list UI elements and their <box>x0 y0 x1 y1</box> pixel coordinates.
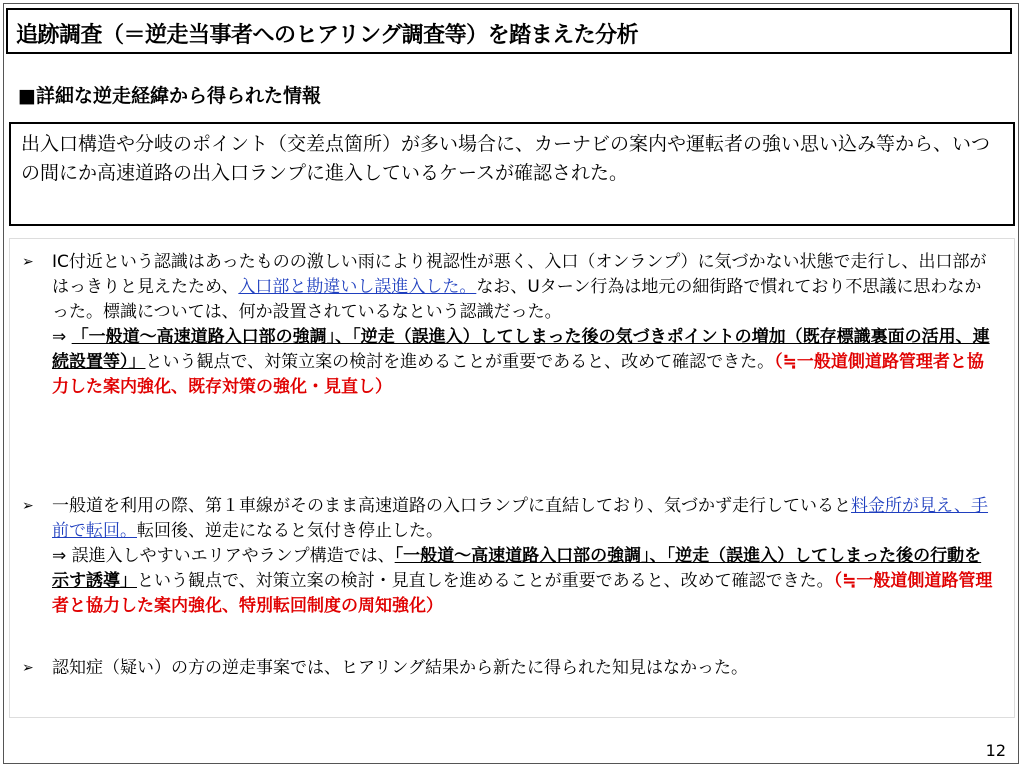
countermeasure-emphasis: 「一般道～高速道路入口部の強調」、「逆走（誤進入）してしまった後の気づきポイントの増加（既存標識裏面の活用、連続設置等）」 <box>52 327 990 372</box>
bullet-arrow-icon: ➢ <box>22 660 34 676</box>
bullet-arrow-icon: ➢ <box>22 498 34 514</box>
finding-conclusion <box>52 544 997 619</box>
section-heading: ■詳細な逆走経緯から得られた情報 <box>18 85 321 107</box>
countermeasure-note: （≒一般道側道路管理者と協力した案内強化、特別転回制度の周知強化） <box>52 571 993 616</box>
title-box <box>6 8 1012 54</box>
finding-highlight: 料金所が見え、手前で転回。 <box>52 496 989 541</box>
finding-conclusion <box>52 325 997 400</box>
summary-text: 出入口構造や分岐のポイント（交差点箇所）が多い場合に、カーナビの案内や運転者の強い思い込み等から、いつの間にか高速道路の出入口ランプに進入しているケースが確認された。 <box>21 133 991 184</box>
bullet-arrow-icon: ➢ <box>22 254 34 270</box>
finding-text <box>52 250 997 400</box>
finding-description: IC付近という認識はあったものの激しい雨により視認性が悪く、入口（オンランプ）に気づかない状態で走行し、出口部がはっきりと見えたため、 <box>52 252 987 297</box>
finding-highlight: 入口部と勘違いし誤進入した。 <box>238 277 477 297</box>
conclusion-text: という観点で、対策立案の検討・見直しを進めることが重要であると、改めて確認できた。 <box>137 571 834 591</box>
countermeasure-emphasis: 「一般道～高速道路入口部の強調」、「逆走（誤進入）してしまった後の行動を示す誘導」 <box>52 546 982 591</box>
finding-description: 一般道を利用の際、第１車線がそのまま高速道路の入口ランプに直結しており、気づかず走行していると <box>52 496 851 516</box>
finding-text <box>52 656 997 681</box>
finding-description-cont: なお、Uターン行為は地元の細街路で慣れており不思議に思わなかった。標識については、何か設置されているなという認識だった。 <box>52 277 982 322</box>
finding-text <box>52 494 997 619</box>
arrow-prefix: ⇒ <box>52 327 72 347</box>
finding-description-cont: 転回後、逆走になると気付き停止した。 <box>137 521 443 541</box>
summary-box <box>9 122 1015 226</box>
finding-paragraph <box>52 494 997 544</box>
page-title: 追跡調査（＝逆走当事者へのヒアリング調査等）を踏まえた分析 <box>16 23 639 48</box>
finding-paragraph: 認知症（疑い）の方の逆走事案では、ヒアリング結果から新たに得られた知見はなかった。 <box>52 658 748 678</box>
arrow-prefix: ⇒ 誤進入しやすいエリアやランプ構造では、 <box>52 546 395 566</box>
conclusion-text: という観点で、対策立案の検討を進めることが重要であると、改めて確認できた。 <box>145 352 775 372</box>
finding-paragraph <box>52 250 997 325</box>
countermeasure-note: （≒一般道側道路管理者と協力した案内強化、既存対策の強化・見直し） <box>52 352 984 397</box>
page-number: 12 <box>985 741 1006 760</box>
